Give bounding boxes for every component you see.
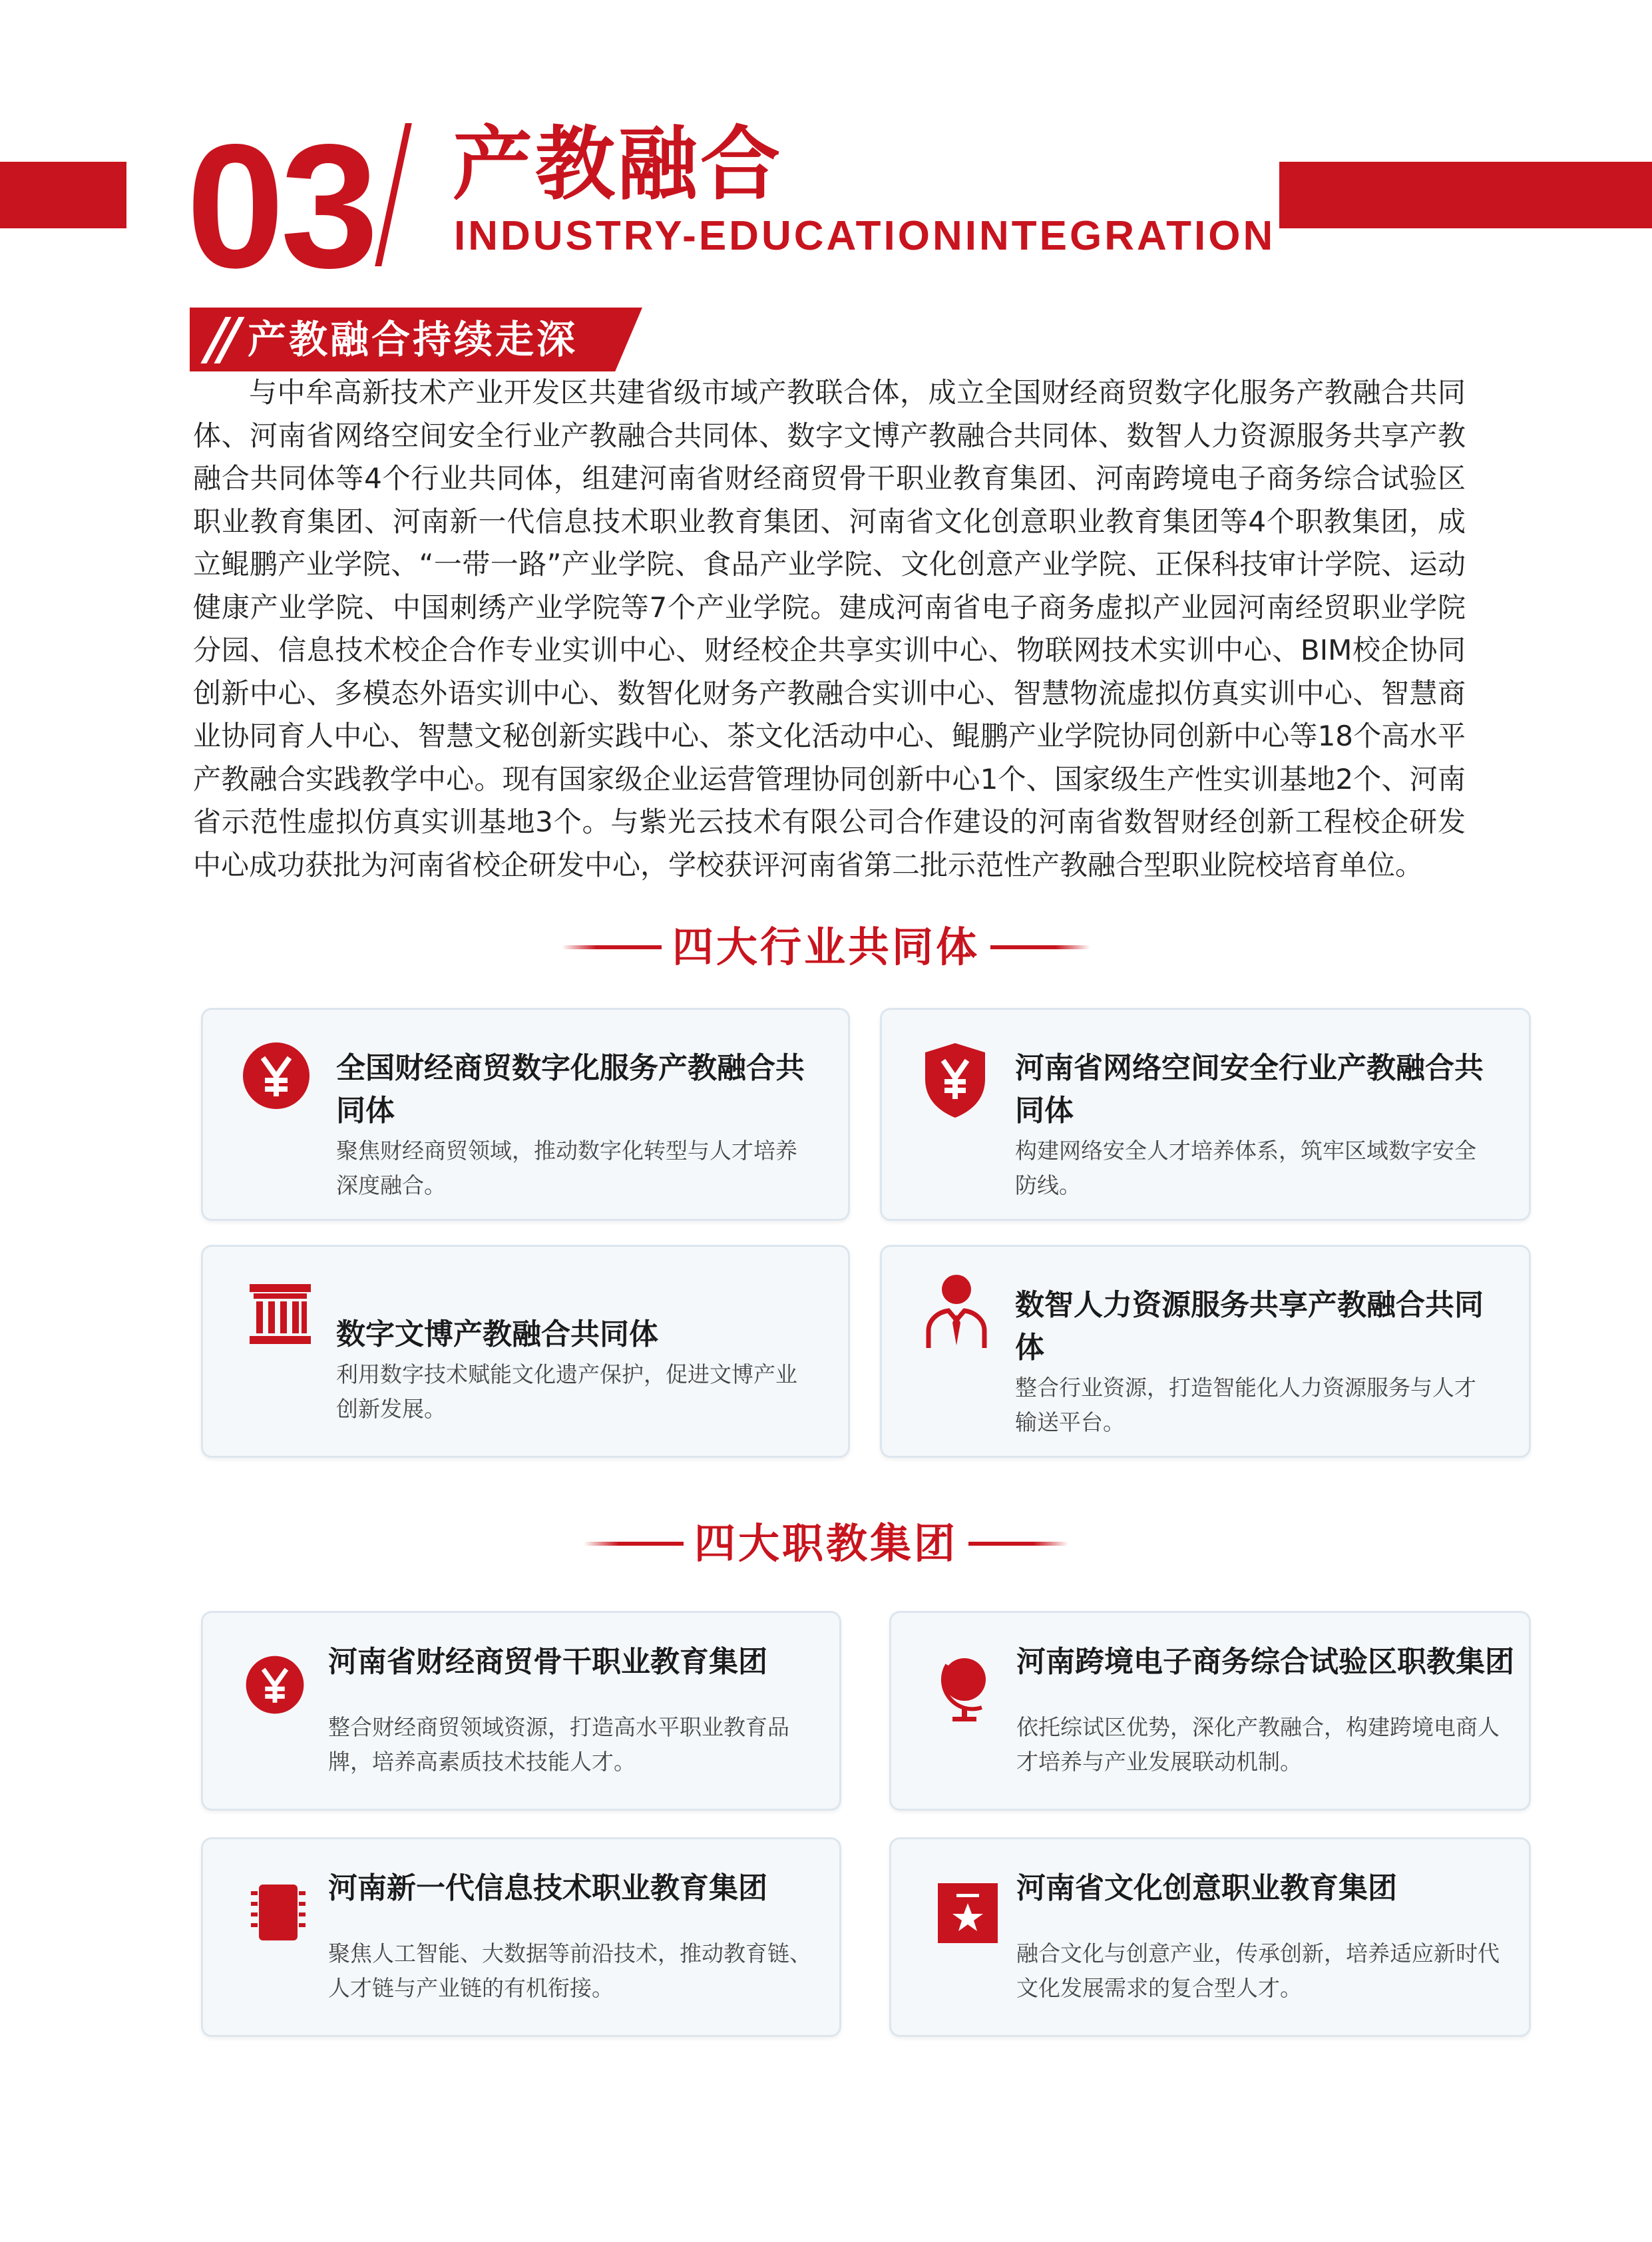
chapter-number: 03 bbox=[186, 108, 375, 305]
group-title: 河南跨境电子商务综合试验区职教集团 bbox=[1016, 1645, 1514, 1679]
community-title: 数字文博产教融合共同体 bbox=[336, 1317, 658, 1351]
heading-line-left bbox=[584, 1542, 684, 1546]
heading-line-right bbox=[990, 945, 1090, 949]
community-card bbox=[201, 1245, 850, 1458]
museum-icon bbox=[247, 1280, 313, 1347]
community-desc: 利用数字技术赋能文化遗产保护，促进文博产业创新发展。 bbox=[336, 1361, 797, 1422]
community-card bbox=[880, 1008, 1531, 1221]
community-title: 河南省网络空间安全行业产教融合共同体 bbox=[1015, 1051, 1484, 1128]
globe-icon bbox=[938, 1654, 995, 1723]
communities-heading-text: 四大行业共同体 bbox=[672, 923, 980, 971]
yen-shield-icon bbox=[920, 1040, 990, 1119]
communities-heading bbox=[0, 917, 1652, 977]
group-desc: 融合文化与创意产业，传承创新，培养适应新时代文化发展需求的复合型人才。 bbox=[1016, 1940, 1500, 2001]
page-subtitle-en: INDUSTRY-EDUCATIONINTEGRATION bbox=[454, 213, 1276, 259]
groups-heading bbox=[0, 1514, 1652, 1574]
group-desc: 依托综试区优势，深化产教融合，构建跨境电商人才培养与产业发展联动机制。 bbox=[1016, 1714, 1500, 1775]
header-right-bar bbox=[1279, 162, 1652, 228]
community-card bbox=[201, 1008, 850, 1221]
heading-line-right bbox=[968, 1542, 1068, 1546]
community-desc: 构建网络安全人才培养体系，筑牢区域数字安全防线。 bbox=[1015, 1138, 1476, 1198]
group-card bbox=[889, 1611, 1531, 1811]
group-desc: 整合财经商贸领域资源，打造高水平职业教育品牌，培养高素质技术技能人才。 bbox=[328, 1714, 789, 1775]
yen-circle-icon bbox=[241, 1040, 311, 1111]
group-card bbox=[889, 1837, 1531, 2037]
group-title: 河南省文化创意职业教育集团 bbox=[1016, 1871, 1397, 1905]
group-title: 河南新一代信息技术职业教育集团 bbox=[328, 1871, 767, 1905]
header-left-bar bbox=[0, 162, 126, 228]
star-flag-icon bbox=[938, 1883, 998, 1943]
group-card bbox=[201, 1837, 841, 2037]
community-title: 数智人力资源服务共享产教融合共同体 bbox=[1015, 1288, 1484, 1365]
groups-heading-text: 四大职教集团 bbox=[694, 1519, 958, 1568]
header-divider-slash bbox=[375, 123, 412, 266]
group-card bbox=[201, 1611, 841, 1811]
person-tie-icon bbox=[925, 1273, 988, 1351]
body-paragraph: 与中牟高新技术产业开发区共建省级市域产教联合体，成立全国财经商贸数字化服务产教融合共同体、河南省网络空间安全行业产教融合共同体、数字文博产教融合共同体、数智人力资源服务共享产教融合共同体等4个行业共同体，组建河南省财经商贸骨干职业教育集团、河南跨境电子商务综合试验区职业教育集团、河南新一代信息技术职业教育集团、河南省文化创意职业教育集团等4个职教集团，成立鲲鹏产业学院、“一带一路”产业学院、食品产业学院、文化创意产业学院、正保科技审计学院、运动健康产业学院、中国刺绣产业学院等7个产业学院。建成河南省电子商务虚拟产业园河南经贸职业学院分园、信息技术校企合作专业实训中心、财经校企共享实训中心、物联网技术实训中心、BIM校企协同创新中心、多模态外语实训中心、数智化财务产教融合实训中心、智慧物流虚拟仿真实训中心、智慧商业协同育人中心、智慧文秘创新实践中心、茶文化活动中心、鲲鹏产业学院协同创新中心等18个高水平产教融合实践教学中心。现有国家级企业运营管理协同创新中心1个、国家级生产性实训基地2个、河南省示范性虚拟仿真实训基地3个。与紫光云技术有限公司合作建设的河南省数智财经创新工程校企研发中心成功获批为河南省校企研发中心，学校获评河南省第二批示范性产教融合型职业院校培育单位。 bbox=[193, 376, 1466, 881]
community-desc: 整合行业资源，打造智能化人力资源服务与人才输送平台。 bbox=[1015, 1375, 1476, 1435]
group-desc: 聚焦人工智能、大数据等前沿技术，推动教育链、人才链与产业链的有机衔接。 bbox=[328, 1940, 811, 2001]
heading-line-left bbox=[562, 945, 662, 949]
section-title: 产教融合持续走深 bbox=[248, 317, 578, 362]
yen-circle-icon bbox=[244, 1654, 306, 1715]
chip-icon bbox=[250, 1881, 307, 1944]
group-title: 河南省财经商贸骨干职业教育集团 bbox=[328, 1645, 767, 1679]
community-title: 全国财经商贸数字化服务产教融合共同体 bbox=[336, 1051, 805, 1128]
community-card bbox=[880, 1245, 1531, 1458]
page-title: 产教融合 bbox=[453, 118, 783, 211]
community-desc: 聚焦财经商贸领域，推动数字化转型与人才培养深度融合。 bbox=[336, 1138, 797, 1198]
